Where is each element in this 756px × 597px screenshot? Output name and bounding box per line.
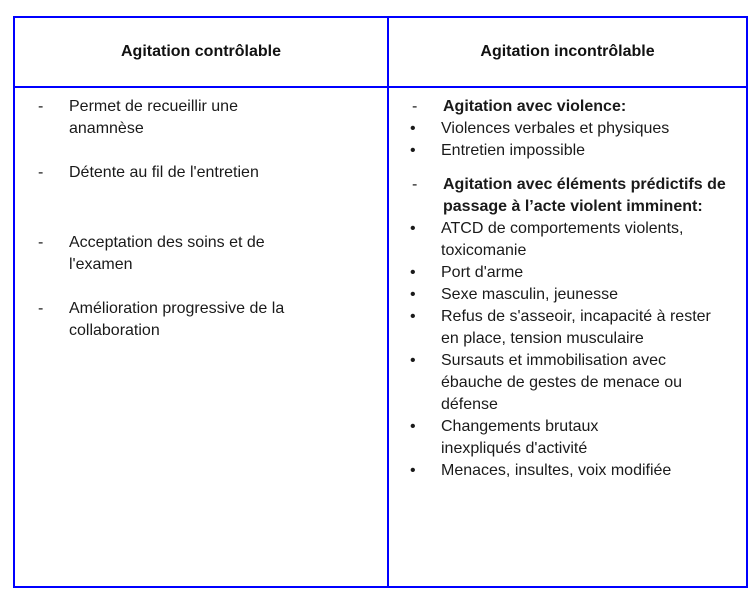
bullet-marker: • (410, 352, 416, 369)
bullet-marker: • (410, 142, 416, 159)
bullet-marker: • (410, 286, 416, 303)
list-item: • Sexe masculin, jeunesse (410, 284, 740, 306)
bullet-marker: • (410, 308, 416, 325)
list-item: • ATCD de comportements violents, toxicomanie (410, 218, 740, 262)
uncontrollable-list (410, 96, 740, 482)
section-title: - Agitation avec éléments prédictifs de passage à l’acte violent imminent: (410, 174, 740, 218)
bullet-marker: • (410, 220, 416, 237)
list-item: • Refus de s'asseoir, incapacité à rester en place, tension musculaire (410, 306, 740, 350)
bullet-marker: • (410, 264, 416, 281)
bullet-marker: • (410, 120, 416, 137)
dash-marker: - (38, 234, 44, 251)
dash-marker: - (412, 176, 418, 193)
list-item: • Entretien impossible (410, 140, 740, 162)
column-divider (387, 18, 389, 586)
list-item: - Amélioration progressive de la collaboration (36, 298, 356, 342)
dash-marker: - (412, 98, 418, 115)
list-item: • Violences verbales et physiques (410, 118, 740, 140)
header-divider (15, 86, 746, 88)
list-item: • Menaces, insultes, voix modifiée (410, 460, 740, 482)
list-item: • Sursauts et immobilisation avec ébauche de gestes de menace ou défense (410, 350, 740, 416)
dash-marker: - (38, 164, 44, 181)
list-item: - Détente au fil de l'entretien (36, 162, 356, 184)
dash-marker: - (38, 300, 44, 317)
bullet-marker: • (410, 418, 416, 435)
section-title: - Agitation avec violence: (410, 96, 740, 118)
list-item: • Changements brutaux inexpliqués d'activité (410, 416, 740, 460)
dash-marker: - (38, 98, 44, 115)
header-controllable: Agitation contrôlable (121, 43, 281, 60)
bullet-marker: • (410, 462, 416, 479)
list-item: - Acceptation des soins et de l'examen (36, 232, 356, 276)
list-item: • Port d'arme (410, 262, 740, 284)
header-uncontrollable: Agitation incontrôlable (480, 43, 655, 60)
controllable-list (36, 96, 356, 342)
list-item: - Permet de recueillir une anamnèse (36, 96, 356, 140)
